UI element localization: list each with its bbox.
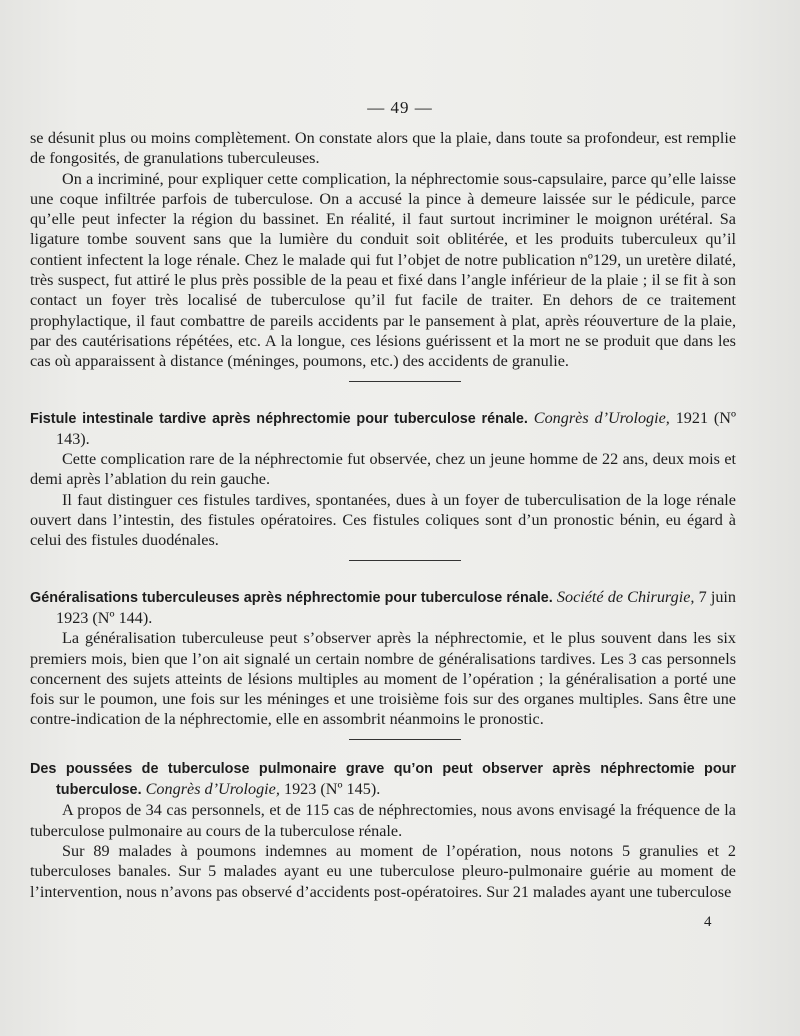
section-date: 7 juin 1923 (Nº 144). — [56, 587, 737, 627]
section-venue: Congrès d’Urologie, — [533, 408, 670, 427]
section-separator — [349, 560, 461, 561]
section-heading-145 — [30, 758, 736, 801]
section-separator — [349, 739, 461, 740]
section-paragraph: Il faut distinguer ces fistules tardives, spontanées, dues à un foyer de tuberculisation de la loge rénale ouvert dans l’intestin, des fistules opératoires. Ces fistules coliques sont d’un pronostic bénin, eu égard à celui des fistules duodénales. — [30, 490, 736, 550]
section-venue: Société de Chirurgie, — [556, 587, 695, 606]
page-number: — 49 — — [367, 98, 433, 117]
section-date: 1921 (Nº 143). — [56, 408, 737, 448]
section-paragraph: A propos de 34 cas personnels, et de 115 cas de néphrectomies, nous avons envisagé la fréquence de la tuberculose pulmonaire au cours de la tuberculose rénale. — [30, 801, 736, 840]
section-heading-143 — [30, 408, 736, 450]
intro-paragraph-1: se désunit plus ou moins complètement. On constate alors que la plaie, dans toute sa profondeur, est remplie de fongosités, de granulations tuberculeuses. — [30, 129, 736, 168]
section-title: Des poussées de tuberculose pulmonaire grave qu’on peut observer après néphrectomie pour tuberculose. — [30, 760, 736, 799]
section-venue: Congrès d’Urologie, — [145, 780, 280, 799]
section-heading-144 — [30, 587, 736, 629]
section-title: Fistule intestinale tardive après néphrectomie pour tuberculose rénale. — [30, 410, 528, 427]
page-body — [30, 128, 736, 902]
section-separator — [349, 381, 461, 382]
section-title: Généralisations tuberculeuses après néphrectomie pour tuberculose rénale. — [30, 589, 553, 606]
section-paragraph: La généralisation tuberculeuse peut s’observer après la néphrectomie, et le plus souvent dans les six premiers mois, bien que l’on ait signalé un certain nombre de généralisations tardives. Les 3 cas personnels concernent des sujets atteints de lésions multiples au moment de l’opération ; la généralisation a porté une fois sur le poumon, une fois sur les méninges et une troisième fois sur des organes multiples. Sans être une contre-indication de la néphrectomie, elle en assombrit néanmoins le pronostic. — [30, 629, 736, 729]
section-date: 1923 (Nº 145). — [283, 780, 381, 799]
intro-paragraph-2: On a incriminé, pour expliquer cette complication, la néphrectomie sous-capsulaire, parce qu’elle laisse une coque infiltrée parfois de tuberculose. On a accusé la pince à demeure laissée sur le pédicule, parce qu’elle peut infecter la région du bassinet. En réalité, il faut surtout incriminer le moignon urétéral. Sa ligature tombe souvent sans que la lumière du conduit soit oblitérée, et les produits tuberculeux qu’il contient infectent la loge rénale. Chez le malade qui fut l’objet de notre publication nº129, un uretère dilaté, très suspect, fut attiré le plus près possible de la peau et fixé dans l’angle inférieur de la plaie ; il se fit à son contact un foyer très localisé de tuberculose qu’il fut facile de traiter. En dehors de ce traitement prophylactique, il faut combattre de pareils accidents par le pansement à plat, après réouverture de la plaie, par des cautérisations répétées, etc. A la longue, ces lésions guérissent et la mort ne se produit que dans les cas où apparaissent à distance (méninges, poumons, etc.) des accidents de granulie. — [30, 169, 736, 371]
section-paragraph: Cette complication rare de la néphrectomie fut observée, chez un jeune homme de 22 ans, deux mois et demi après l’ablation du rein gauche. — [30, 450, 736, 489]
section-paragraph: Sur 89 malades à poumons indemnes au moment de l’opération, nous notons 5 granulies et 2 tuberculoses banales. Sur 5 malades ayant eu une tuberculose pleuro-pulmonaire guérie au moment de l’intervention, nous n’avons pas observé d’accidents post-opératoires. Sur 21 malades ayant une tuberculose — [30, 841, 736, 901]
printer-signature-mark: 4 — [704, 914, 712, 930]
